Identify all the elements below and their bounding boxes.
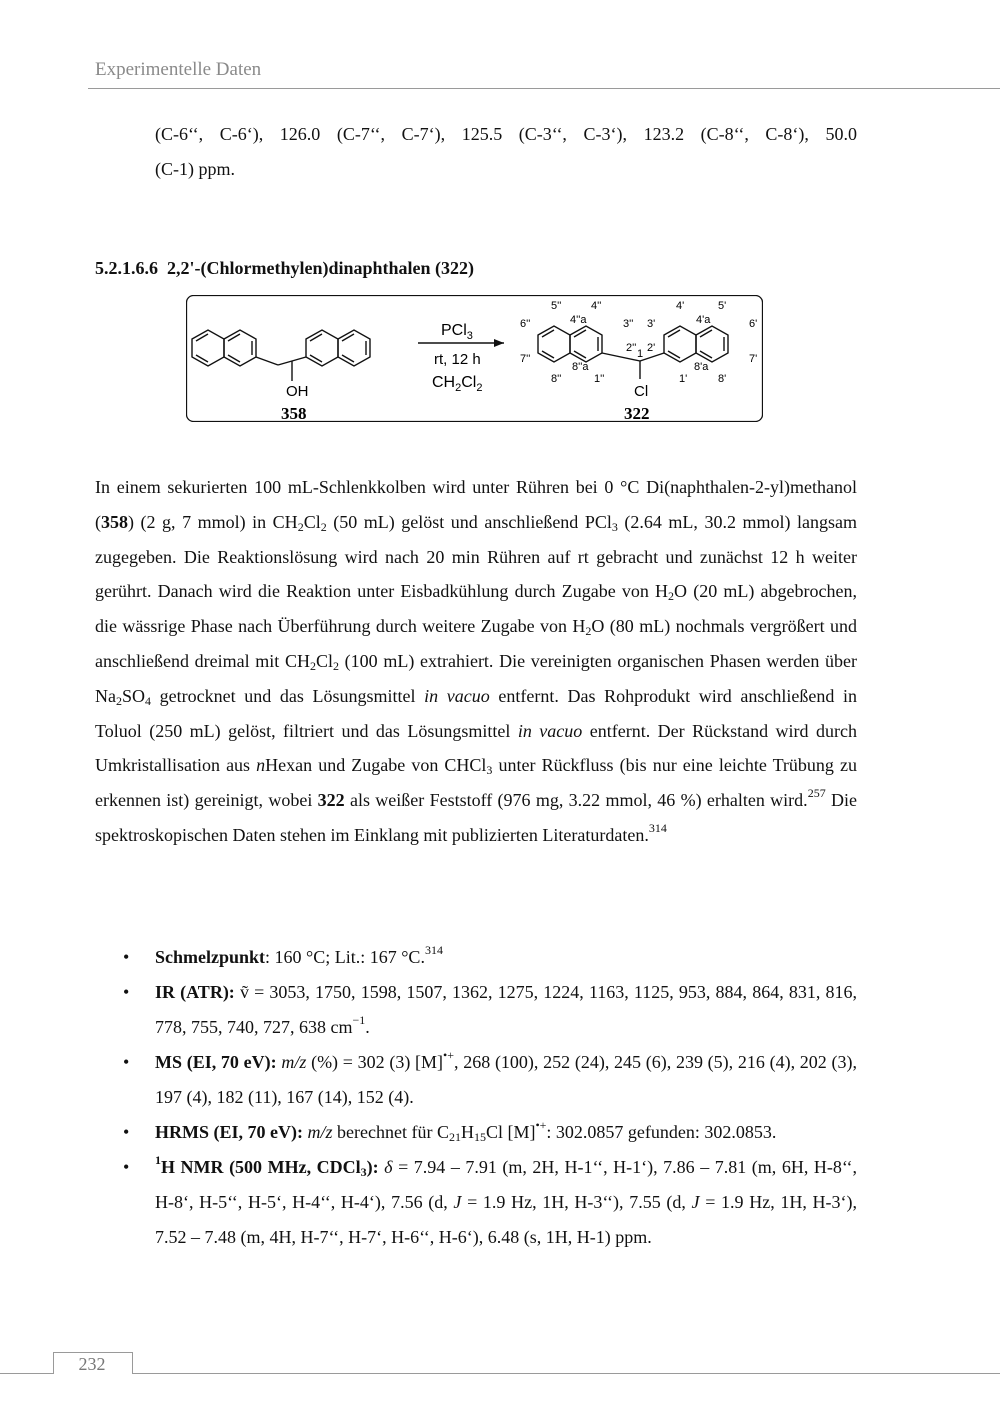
atom-1pp: 1'' <box>594 373 605 385</box>
atom-1: 1 <box>637 348 644 360</box>
citation-257: 257 <box>807 786 826 801</box>
atom-5p: 5' <box>718 300 727 312</box>
atom-3pp: 3'' <box>623 318 634 330</box>
list-item-1h-nmr: • $^1$H NMR (500 MHz, CDCl$_3$): δ = 7.94 – 7.91 (m, 2H, H-1‘‘, H-1‘), 7.86 – 7.81 (m, 6H, H-8‘‘, H-8‘, H-5‘‘, H-5‘, H-4‘‘, H-4‘), 7.56 (d, J = 1.9 Hz, 1H, H-3‘‘), 7.55 (d, J = 1.9 Hz, 1H, H-3‘), 7.52 – 7.48 (m, 4H, H-7‘‘, H-7‘, H-6‘‘, H-6‘), 6.48 (s, 1H, H-1) ppm. <box>123 1153 858 1247</box>
atom-8pa: 8'a <box>694 361 709 373</box>
atom-7pp: 7'' <box>520 353 531 365</box>
list-item-ms: • MS (EI, 70 eV): m/z (%) = 302 (3) [M]•+, 268 (100), 252 (24), 245 (6), 239 (5), 216 (4), 202 (3), 197 (4), 182 (11), 167 (14), 152 (4). <box>123 1048 857 1107</box>
atom-8pp: 8'' <box>551 373 562 385</box>
citation-314: 314 <box>648 820 667 835</box>
page-number: 232 <box>78 1354 106 1374</box>
section-title: 2,2'-(Chlormethylen)dinaphthalen (322) <box>167 258 475 278</box>
atom-3p: 3' <box>647 318 656 330</box>
continuation-line-2: (C-1) ppm. <box>155 159 235 179</box>
atom-4pa: 4'a <box>696 314 711 326</box>
compound-ref-358: 358 <box>101 511 128 532</box>
condition-time: rt, 12 h <box>434 351 481 368</box>
list-item-hrms: • HRMS (EI, 70 eV): m/z berechnet für $C_{21}H_{15}Cl$ [M]•+: 302.0857 gefunden: 302.0853. <box>123 1118 777 1144</box>
reaction-scheme <box>186 295 763 422</box>
header-rule <box>88 88 1000 89</box>
atom-4p: 4' <box>676 300 685 312</box>
atom-numbering <box>520 300 757 385</box>
list-item-ir: • IR (ATR): ṽ = 3053, 1750, 1598, 1507, 1362, 1275, 1224, 1163, 1125, 953, 884, 864, 831, 816, 778, 755, 740, 727, 638 $cm^{-1}$. <box>123 982 857 1037</box>
reagent-pcl3: PCl$_3$ <box>441 322 473 342</box>
atom-4pp: 4'' <box>591 300 602 312</box>
atom-4ppa: 4''a <box>570 314 587 326</box>
continuation-line-1: (C-6‘‘, C-6‘), 126.0 (C-7‘‘, C-7‘), 125.5 (C-3‘‘, C-3‘), 123.2 (C-8‘‘, C-8‘), 50.0 <box>155 124 857 144</box>
condition-solvent: $CH_2Cl_2$ <box>432 374 483 394</box>
atom-5pp: 5'' <box>551 300 562 312</box>
section-number: 5.2.1.6.6 <box>95 258 158 278</box>
atom-2p: 2' <box>647 342 656 354</box>
atom-8p: 8' <box>718 373 727 385</box>
atom-2pp: 2'' <box>626 342 637 354</box>
list-item-melting-point: • Schmelzpunkt: 160 °C; Lit.: 167 °C.$^{314}$ <box>123 943 443 967</box>
atom-6pp: 6'' <box>520 318 531 330</box>
footer-rule <box>0 1373 1000 1374</box>
atom-7p: 7' <box>749 353 758 365</box>
cl-label: Cl <box>634 383 649 400</box>
characterization-list <box>95 940 857 1255</box>
section-heading <box>95 258 474 279</box>
atom-6p: 6' <box>749 318 758 330</box>
oh-label: OH <box>286 383 309 400</box>
compound-322-label: 322 <box>624 404 650 422</box>
continuation-paragraph <box>155 117 857 187</box>
compound-ref-322: 322 <box>317 790 345 811</box>
compound-358-label: 358 <box>281 404 307 422</box>
procedure-paragraph: In einem sekurierten 100 mL-Schlenkkolben wird unter Rühren bei 0 °C Di(naphthalen-2-yl)methanol (358) (2 g, 7 mmol) in $CH_2Cl_2$ (50 mL) gelöst und anschließend PCl$_3$ (2.64 mL, 30.2 mmol) langsam zugegeben. Die Reaktionslösung wird nach 20 min Rühren auf rt gebracht und zunächst 12 h weiter gerührt. Danach wird die Reaktion unter Eisbadkühlung durch Zugabe von $H_2O$ (20 mL) abgebrochen, die wässrige Phase nach Überführung durch weitere Zugabe von $H_2O$ (80 mL) nochmals vergrößert und anschließend dreimal mit $CH_2Cl_2$ (100 mL) extrahiert. Die vereinigten organischen Phasen werden über $Na_2SO_4$ getrocknet und das Lösungsmittel in vacuo entfernt. Das Rohprodukt wird anschließend in Toluol (250 mL) gelöst, filtriert und das Lösungsmittel in vacuo entfernt. Der Rückstand wird durch Umkristallisation aus nHexan und Zugabe von CHCl$_3$ unter Rückfluss (bis nur eine leichte Trübung zu erkennen ist) gereinigt, wobei 322 als weißer Feststoff (976 mg, 3.22 mmol, 46 %) erhalten wird.$^{257}$ Die spektroskopischen Daten stehen im Einklang mit publizierten Literaturdaten.$^{314}$ <box>95 477 858 845</box>
atom-8ppa: 8''a <box>572 361 589 373</box>
atom-1p: 1' <box>679 373 688 385</box>
running-header: Experimentelle Daten <box>95 59 262 80</box>
starting-material-structure <box>192 330 370 381</box>
